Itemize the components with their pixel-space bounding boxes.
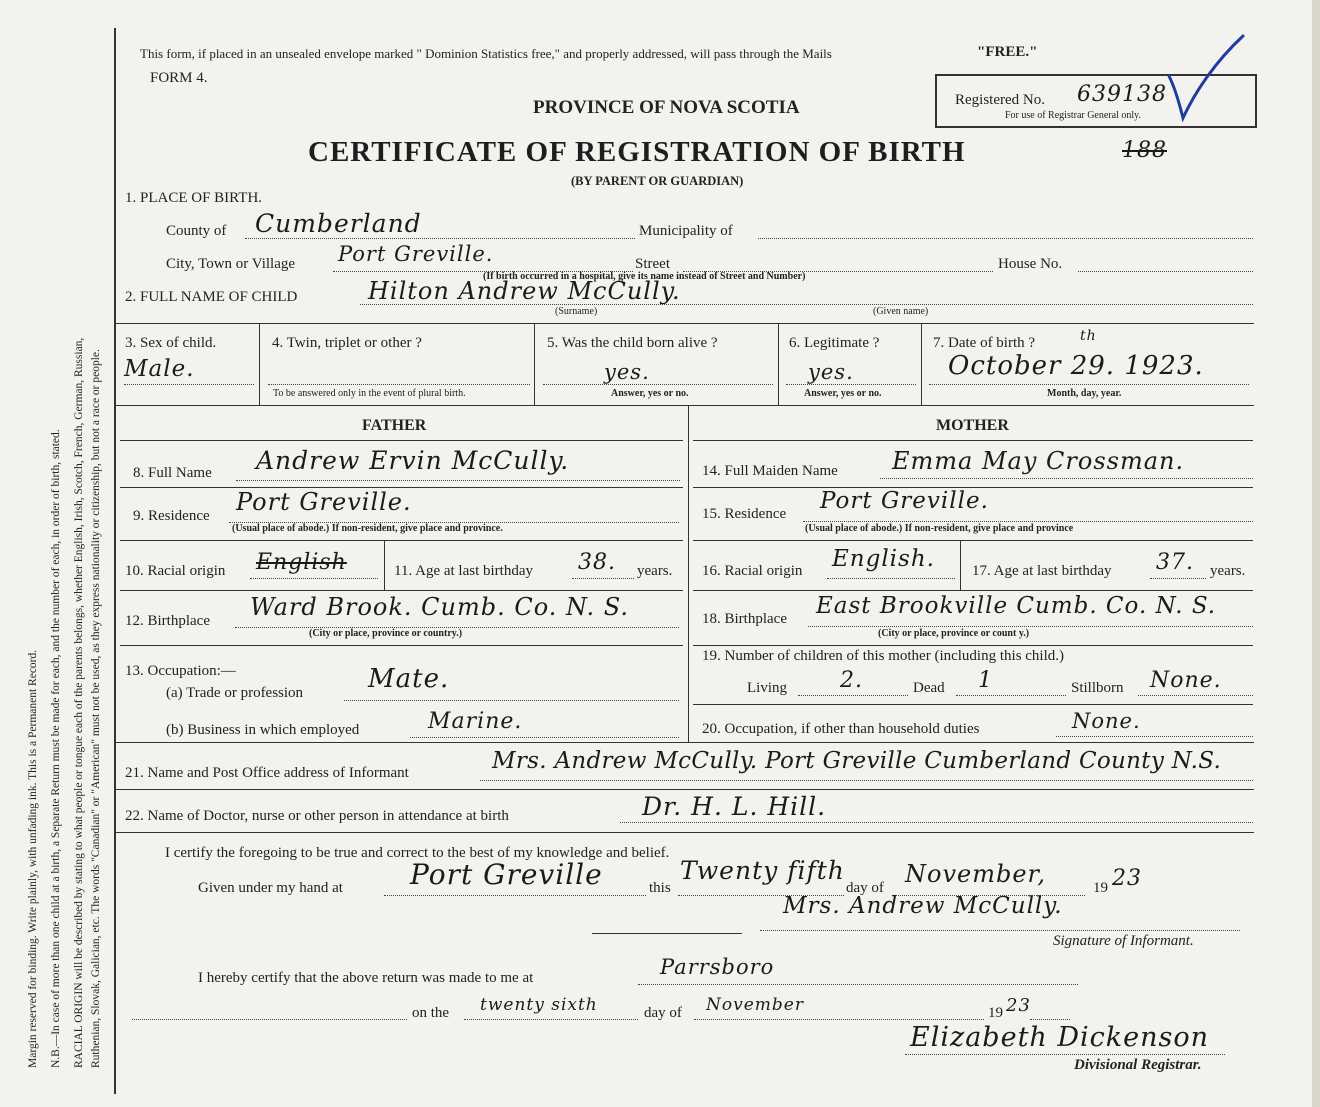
mother-birthplace-value: East Brookville Cumb. Co. N. S.: [816, 593, 1217, 619]
mother-age-value: 37.: [1156, 550, 1194, 575]
on-the-label: on the: [412, 1005, 450, 1021]
registered-number: 639138: [1077, 82, 1167, 107]
mother-heading-rule: [693, 440, 1253, 441]
father-age-line: [572, 578, 634, 579]
given-under-label: Given under my hand at: [198, 880, 343, 896]
father-name-label: 8. Full Name: [133, 465, 212, 481]
father-racial-line: [250, 578, 378, 579]
mother-heading: MOTHER: [936, 417, 1009, 434]
father-business-value: Marine.: [428, 709, 523, 734]
certificate-subtitle: (BY PARENT OR GUARDIAN): [571, 174, 744, 188]
on-the-leading-line: [132, 1019, 407, 1020]
reg-month-value: November: [706, 995, 804, 1015]
mother-years-label: years.: [1210, 563, 1246, 579]
dead-value: 1: [978, 668, 993, 693]
father-trade-value: Mate.: [368, 664, 450, 694]
father-name-value: Andrew Ervin McCully.: [256, 446, 570, 475]
mother-birthplace-line: [808, 626, 1253, 627]
sex-line: [124, 384, 254, 385]
stamp-number: 188: [1122, 138, 1167, 163]
county-value: Cumberland: [255, 209, 422, 238]
registrar-place-value: Parrsboro: [660, 955, 775, 979]
short-rule: [592, 933, 742, 934]
dob-line: [929, 384, 1249, 385]
father-row-rule-2: [120, 540, 683, 541]
reg-month-line: [694, 1019, 984, 1020]
father-age-divider: [384, 540, 385, 590]
father-business-line: [410, 737, 679, 738]
paper-edge: [1312, 0, 1320, 1107]
doctor-line: [620, 822, 1253, 823]
father-birthplace-note: (City or place, province or country.): [309, 628, 463, 639]
signature-caption: Signature of Informant.: [1053, 933, 1194, 949]
alive-line: [543, 384, 773, 385]
informant-rule-top: [114, 742, 1254, 743]
mother-age-label: 17. Age at last birthday: [972, 563, 1112, 579]
mother-row-rule-5: [693, 704, 1253, 705]
this-label: this: [649, 880, 671, 896]
mail-notice: This form, if placed in an unsealed envelope marked " Dominion Statistics free," and properly addressed, will pass through the Mails: [140, 46, 832, 61]
mother-occupation-line: [1056, 736, 1253, 737]
given-name-caption: (Given name): [873, 306, 929, 317]
living-line: [798, 695, 908, 696]
mother-row-rule-2: [693, 540, 1253, 541]
dob-note: Month, day, year.: [1047, 388, 1122, 399]
informant-signature-line: [760, 930, 1240, 931]
mother-birthplace-label: 18. Birthplace: [702, 611, 787, 627]
form-number: FORM 4.: [150, 70, 208, 86]
margin-note-multiple-births: N.B.—In case of more than one child at a birth, a Separate Return must be made for each, and the number of each, in order of birth, stated.: [50, 429, 62, 1068]
mother-birthplace-note: (City or place, province or count y.): [878, 628, 1030, 639]
day-of-label: day of: [846, 880, 884, 896]
col-divider-2: [534, 323, 535, 405]
given-place-line: [384, 895, 646, 896]
given-day-value: Twenty fifth: [680, 856, 845, 885]
registrar-statement: I hereby certify that the above return was made to me at: [198, 970, 534, 986]
legitimate-line: [786, 384, 916, 385]
child-name-label: 2. FULL NAME OF CHILD: [125, 289, 298, 305]
alive-label: 5. Was the child born alive ?: [547, 335, 718, 351]
dob-value: October 29. 1923.: [948, 351, 1204, 381]
dead-label: Dead: [913, 680, 945, 696]
stillborn-value: None.: [1150, 668, 1222, 693]
mother-residence-note: (Usual place of abode.) If non-resident, give place and province: [805, 523, 1074, 534]
informant-label: 21. Name and Post Office address of Informant: [125, 765, 409, 781]
certify-statement: I certify the foregoing to be true and correct to the best of my knowledge and belief.: [165, 845, 670, 861]
father-age-label: 11. Age at last birthday: [394, 563, 533, 579]
informant-value: Mrs. Andrew McCully. Port Greville Cumberland County N.S.: [492, 748, 1222, 774]
registrar-signature-line: [905, 1054, 1225, 1055]
province-heading: PROVINCE OF NOVA SCOTIA: [533, 97, 800, 118]
father-name-line: [236, 480, 680, 481]
father-birthplace-label: 12. Birthplace: [125, 613, 210, 629]
mother-racial-label: 16. Racial origin: [702, 563, 803, 579]
mother-name-label: 14. Full Maiden Name: [702, 463, 838, 479]
check-mark-icon: [1165, 30, 1255, 125]
father-residence-label: 9. Residence: [133, 508, 210, 524]
mother-row-rule-4: [693, 645, 1253, 646]
mother-residence-label: 15. Residence: [702, 506, 787, 522]
row-divider-top: [114, 323, 1254, 324]
father-trade-label: (a) Trade or profession: [166, 685, 304, 701]
certificate-title: CERTIFICATE OF REGISTRATION OF BIRTH: [308, 136, 966, 168]
mother-children-label: 19. Number of children of this mother (including this child.): [702, 648, 1065, 664]
col-divider-1: [259, 323, 260, 405]
father-racial-label: 10. Racial origin: [125, 563, 226, 579]
father-mother-divider: [688, 405, 689, 742]
doctor-value: Dr. H. L. Hill.: [642, 792, 827, 821]
given-place-value: Port Greville: [410, 858, 603, 891]
stillborn-label: Stillborn: [1071, 680, 1124, 696]
father-residence-value: Port Greville.: [236, 488, 412, 516]
municipality-label: Municipality of: [639, 223, 733, 239]
mother-occupation-value: None.: [1072, 709, 1141, 733]
alive-value: yes.: [604, 360, 650, 384]
reg-year-value: 23: [1006, 995, 1031, 1016]
father-trade-line: [344, 700, 679, 701]
registrar-only-note: For use of Registrar General only.: [1005, 110, 1141, 121]
given-month-value: November,: [905, 860, 1046, 888]
stillborn-line: [1138, 695, 1253, 696]
mother-name-value: Emma May Crossman.: [892, 447, 1185, 475]
sex-label: 3. Sex of child.: [125, 335, 217, 351]
registrar-place-line: [638, 984, 1078, 985]
mother-residence-value: Port Greville.: [820, 488, 989, 514]
mother-row-rule-3: [693, 590, 1253, 591]
doctor-rule-bottom: [114, 832, 1254, 833]
mother-racial-value: English.: [832, 546, 935, 572]
father-business-label: (b) Business in which employed: [166, 722, 360, 738]
hospital-note: (If birth occurred in a hospital, give its name instead of Street and Number): [483, 271, 806, 282]
municipality-line: [758, 238, 1253, 239]
street-label: Street: [635, 256, 670, 272]
col-divider-4: [921, 323, 922, 405]
father-birthplace-value: Ward Brook. Cumb. Co. N. S.: [250, 593, 629, 621]
place-of-birth-heading: 1. PLACE OF BIRTH.: [125, 190, 263, 206]
doctor-label: 22. Name of Doctor, nurse or other person in attendance at birth: [125, 808, 509, 824]
dob-superscript: th: [1080, 328, 1097, 344]
mail-free: "FREE.": [977, 44, 1038, 60]
row-divider-bottom: [114, 405, 1254, 406]
alive-answer-note: Answer, yes or no.: [611, 388, 689, 399]
informant-signature: Mrs. Andrew McCully.: [783, 893, 1063, 919]
house-line: [1078, 271, 1253, 272]
mother-name-line: [880, 478, 1253, 479]
reg-year-prefix: 19: [988, 1005, 1003, 1021]
year-prefix: 19: [1093, 880, 1108, 896]
reg-day-value: twenty sixth: [480, 995, 598, 1015]
child-name-value: Hilton Andrew McCully.: [368, 277, 681, 305]
living-label: Living: [747, 680, 787, 696]
dead-line: [956, 695, 1066, 696]
father-years-label: years.: [637, 563, 673, 579]
twin-label: 4. Twin, triplet or other ?: [272, 335, 422, 351]
sex-value: Male.: [124, 356, 195, 382]
legitimate-value: yes.: [808, 360, 854, 384]
mother-age-line: [1150, 578, 1206, 579]
father-age-value: 38.: [578, 550, 616, 575]
informant-rule-bottom: [114, 789, 1254, 790]
county-line: [245, 238, 635, 239]
legitimate-label: 6. Legitimate ?: [789, 335, 880, 351]
city-value: Port Greville.: [338, 242, 494, 266]
surname-caption: (Surname): [555, 306, 598, 317]
living-value: 2.: [840, 668, 863, 693]
registered-label: Registered No.: [955, 92, 1045, 108]
city-label: City, Town or Village: [166, 256, 296, 272]
form-left-border: [114, 28, 116, 1094]
mother-residence-line: [803, 521, 1253, 522]
margin-note-racial-origin-2: Ruthenian, Slovak, Galician, etc. The words "Canadian" or "American" must not be used, as they express nationality or citizenship, but not a race or people.: [90, 349, 102, 1068]
legitimate-answer-note: Answer, yes or no.: [804, 388, 882, 399]
twin-note: To be answered only in the event of plural birth.: [273, 388, 466, 399]
father-occupation-label: 13. Occupation:—: [125, 663, 236, 679]
reg-day-line: [464, 1019, 638, 1020]
father-residence-note: (Usual place of abode.) If non-resident, give place and province.: [232, 523, 503, 534]
father-row-rule-4: [120, 645, 683, 646]
reg-year-line: [1030, 1019, 1070, 1020]
informant-line: [480, 780, 1253, 781]
registrar-signature: Elizabeth Dickenson: [910, 1022, 1210, 1053]
father-racial-value: English: [256, 550, 347, 575]
mother-age-divider: [960, 540, 961, 590]
margin-note-racial-origin-1: RACIAL ORIGIN will be described by stating to what people or tongue each of the parents belongs, whether English, Irish, Scotch, French, German, Russian,: [73, 337, 85, 1068]
mother-occupation-label: 20. Occupation, if other than household duties: [702, 721, 980, 737]
twin-line: [268, 384, 530, 385]
mother-racial-line: [827, 578, 955, 579]
given-year-value: 23: [1112, 866, 1142, 891]
house-label: House No.: [998, 256, 1063, 272]
registrar-caption: Divisional Registrar.: [1074, 1057, 1202, 1073]
dob-label: 7. Date of birth ?: [933, 335, 1036, 351]
county-label: County of: [166, 223, 227, 239]
father-row-rule-3: [120, 590, 683, 591]
col-divider-3: [778, 323, 779, 405]
father-heading: FATHER: [362, 417, 427, 434]
margin-note-binding: Margin reserved for binding. Write plainly, with unfading ink. This is a Permanent Record.: [27, 649, 39, 1068]
father-heading-rule: [120, 440, 683, 441]
reg-day-of-label: day of: [644, 1005, 682, 1021]
